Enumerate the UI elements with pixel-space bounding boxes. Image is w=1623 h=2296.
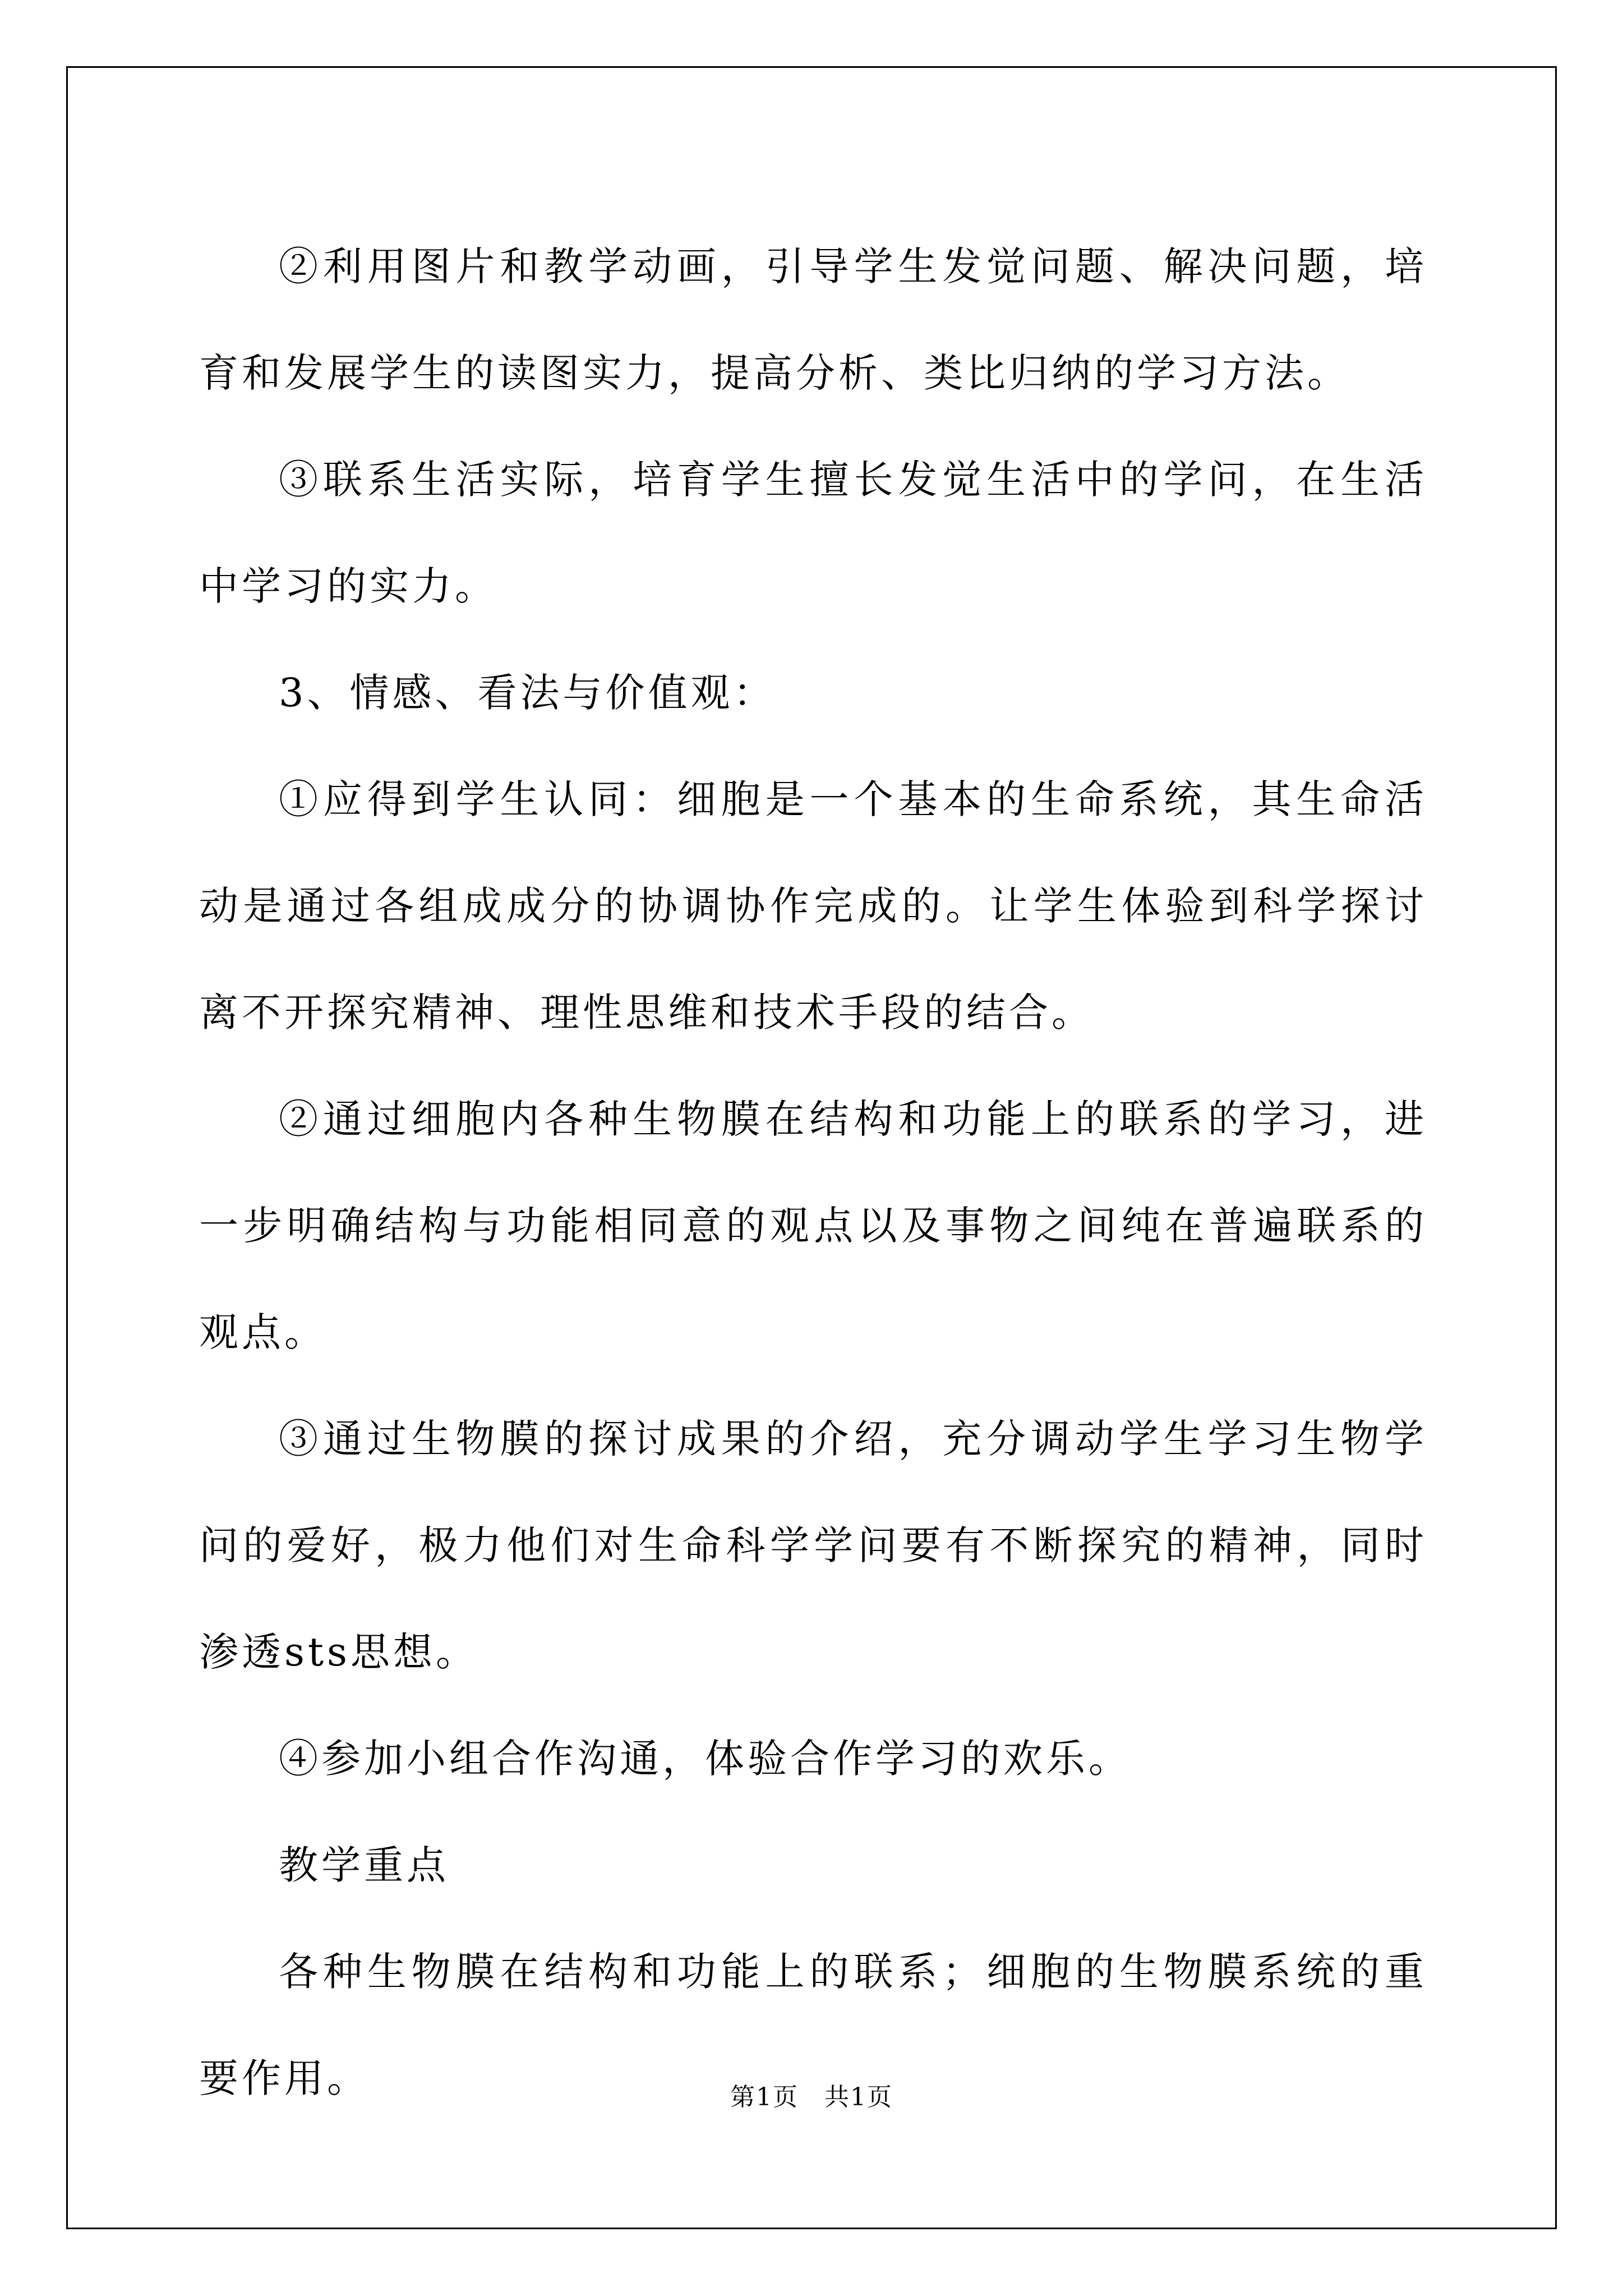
paragraph-attitude-2: ②通过细胞内各种生物膜在结构和功能上的联系的学习，进一步明确结构与功能相同意的观点以及事物之间纯在普遍联系的观点。 bbox=[199, 1096, 1427, 1355]
paragraph-skill-3: ③联系生活实际，培育学生擅长发觉生活中的学问，在生活中学习的实力。 bbox=[199, 457, 1427, 609]
section-heading-attitude: 3、情感、看法与价值观： bbox=[279, 670, 776, 716]
page-number-footer: 第1页 共1页 bbox=[730, 2083, 893, 2111]
paragraph-attitude-4: ④参加小组合作沟通，体验合作学习的欢乐。 bbox=[279, 1736, 1131, 1782]
paragraph-skill-2: ②利用图片和教学动画，引导学生发觉问题、解决问题，培育和发展学生的读图实力，提高分析、类比归纳的学习方法。 bbox=[199, 243, 1427, 396]
paragraph-attitude-1: ①应得到学生认同：细胞是一个基本的生命系统，其生命活动是通过各组成成分的协调协作完成的。让学生体验到科学探讨离不开探究精神、理性思维和技术手段的结合。 bbox=[199, 776, 1427, 1036]
section-heading-key-points: 教学重点 bbox=[279, 1842, 449, 1888]
paragraph-key-points: 各种生物膜在结构和功能上的联系；细胞的生物膜系统的重要作用。 bbox=[199, 1949, 1427, 2101]
paragraph-attitude-3: ③通过生物膜的探讨成果的介绍，充分调动学生学习生物学问的爱好，极力他们对生命科学学问要有不断探究的精神，同时渗透sts思想。 bbox=[199, 1416, 1427, 1675]
document-body bbox=[199, 213, 1427, 2132]
